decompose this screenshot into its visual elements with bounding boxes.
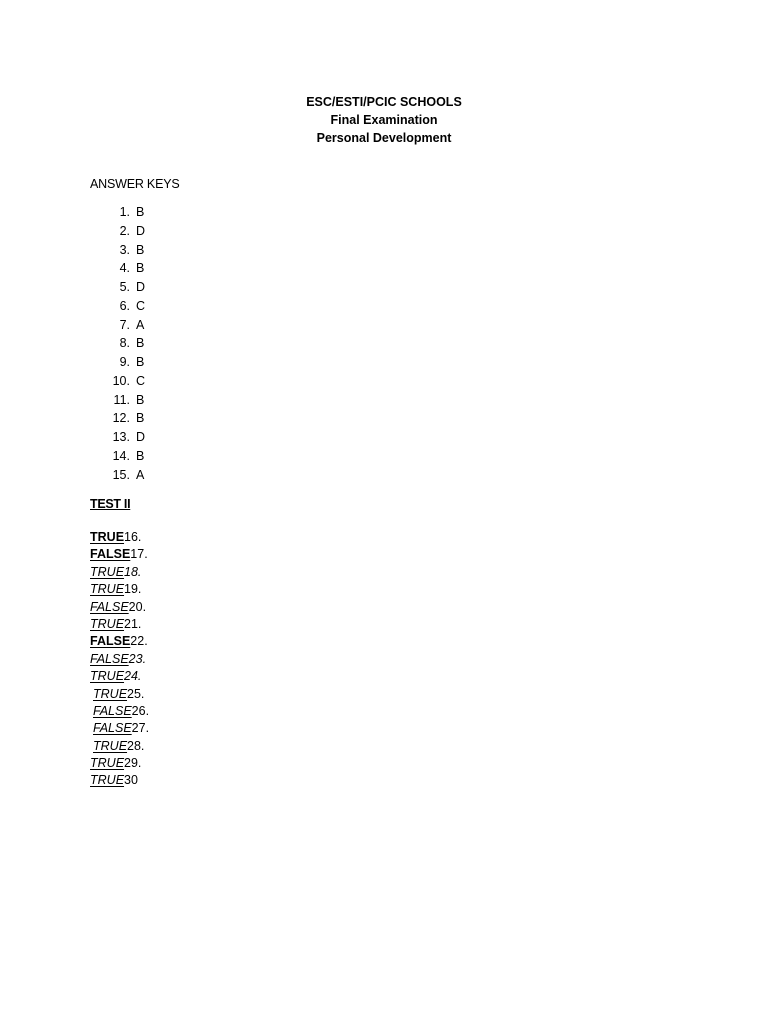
answer-letter: D [136, 430, 146, 444]
true-false-answer: FALSE [90, 634, 131, 649]
answer-item [106, 278, 145, 297]
answer-letter: B [136, 242, 145, 257]
true-false-answer: TRUE [90, 773, 125, 788]
answer-number: 5. [119, 280, 130, 294]
answer-item [106, 222, 145, 241]
item-number: 26. [131, 703, 150, 718]
answer-item [106, 428, 145, 447]
answer-item [106, 391, 145, 410]
item-number: 27. [131, 721, 150, 736]
true-false-item [90, 755, 149, 772]
answer-number: 9. [119, 355, 130, 369]
true-false-answer: TRUE [90, 582, 125, 597]
answer-number: 14. [112, 448, 130, 463]
answer-letter: B [136, 336, 145, 351]
true-false-item [90, 546, 149, 563]
answer-letter: D [136, 280, 146, 294]
true-false-item [90, 738, 149, 755]
true-false-answer: FALSE [90, 547, 131, 562]
item-number: 22. [130, 634, 148, 649]
item-number: 28. [127, 738, 145, 753]
subject-title: Personal Development [316, 131, 452, 145]
answer-item [106, 241, 145, 260]
answer-letter: B [136, 448, 145, 463]
answer-number: 1. [119, 205, 130, 219]
item-number: 19. [124, 582, 142, 597]
answer-number: 10. [112, 373, 130, 388]
answer-number: 6. [119, 298, 130, 313]
true-false-item [90, 703, 149, 720]
answer-item [106, 259, 145, 278]
true-false-answer: TRUE [90, 616, 125, 631]
item-number: 25. [127, 686, 145, 701]
answer-item [106, 297, 145, 316]
true-false-answer: TRUE [90, 564, 125, 579]
item-number: 24. [124, 669, 142, 684]
true-false-answer-list [90, 529, 149, 790]
true-false-item [90, 651, 149, 668]
exam-title: Final Examination [330, 113, 438, 127]
true-false-item [90, 581, 149, 598]
answer-item [106, 316, 145, 335]
answer-item [106, 409, 145, 428]
answer-letter: B [136, 205, 145, 219]
true-false-item [90, 616, 149, 633]
answer-letter: B [136, 411, 145, 426]
true-false-answer: FALSE [93, 721, 132, 736]
item-number: 30 [124, 773, 138, 788]
answer-number: 15. [112, 467, 130, 482]
test-ii-heading: TEST II [90, 497, 131, 511]
true-false-item [90, 720, 149, 737]
answer-number: 2. [119, 223, 130, 238]
document-header [0, 93, 768, 147]
answer-letter: B [136, 355, 145, 369]
true-false-answer: TRUE [93, 686, 128, 701]
true-false-item [90, 686, 149, 703]
answer-letter: B [136, 261, 145, 276]
answer-key-list [106, 203, 145, 484]
answer-keys-heading: ANSWER KEYS [90, 177, 180, 191]
answer-item [106, 353, 145, 372]
true-false-answer: FALSE [93, 703, 132, 718]
true-false-item [90, 668, 149, 685]
item-number: 16. [124, 530, 142, 544]
true-false-item [90, 529, 149, 546]
answer-letter: C [136, 298, 146, 313]
item-number: 23. [128, 651, 147, 666]
item-number: 20. [128, 599, 147, 614]
answer-number: 7. [119, 317, 130, 332]
true-false-item [90, 564, 149, 581]
answer-number: 8. [119, 336, 130, 351]
answer-number: 13. [112, 430, 130, 444]
answer-letter: A [136, 317, 145, 332]
true-false-answer: TRUE [93, 738, 128, 753]
answer-number: 11. [113, 392, 130, 407]
answer-item [106, 372, 145, 391]
answer-item [106, 466, 145, 485]
answer-number: 3. [119, 242, 130, 257]
answer-item [106, 203, 145, 222]
true-false-item [90, 633, 149, 650]
true-false-item [90, 599, 149, 616]
true-false-answer: TRUE [90, 756, 125, 771]
school-name: ESC/ESTI/PCIC SCHOOLS [306, 95, 462, 109]
item-number: 21. [124, 616, 142, 631]
answer-letter: A [136, 467, 145, 482]
answer-letter: C [136, 373, 146, 388]
true-false-answer: TRUE [90, 669, 125, 684]
item-number: 17. [130, 547, 148, 562]
item-number: 18. [124, 564, 142, 579]
true-false-answer: TRUE [90, 530, 125, 544]
answer-number: 12. [112, 411, 130, 426]
true-false-item [90, 772, 149, 789]
answer-item [106, 334, 145, 353]
answer-letter: B [136, 392, 145, 407]
item-number: 29. [124, 756, 142, 771]
answer-item [106, 447, 145, 466]
true-false-answer: FALSE [90, 599, 129, 614]
answer-letter: D [136, 223, 146, 238]
true-false-answer: FALSE [90, 651, 129, 666]
answer-number: 4. [119, 261, 130, 276]
